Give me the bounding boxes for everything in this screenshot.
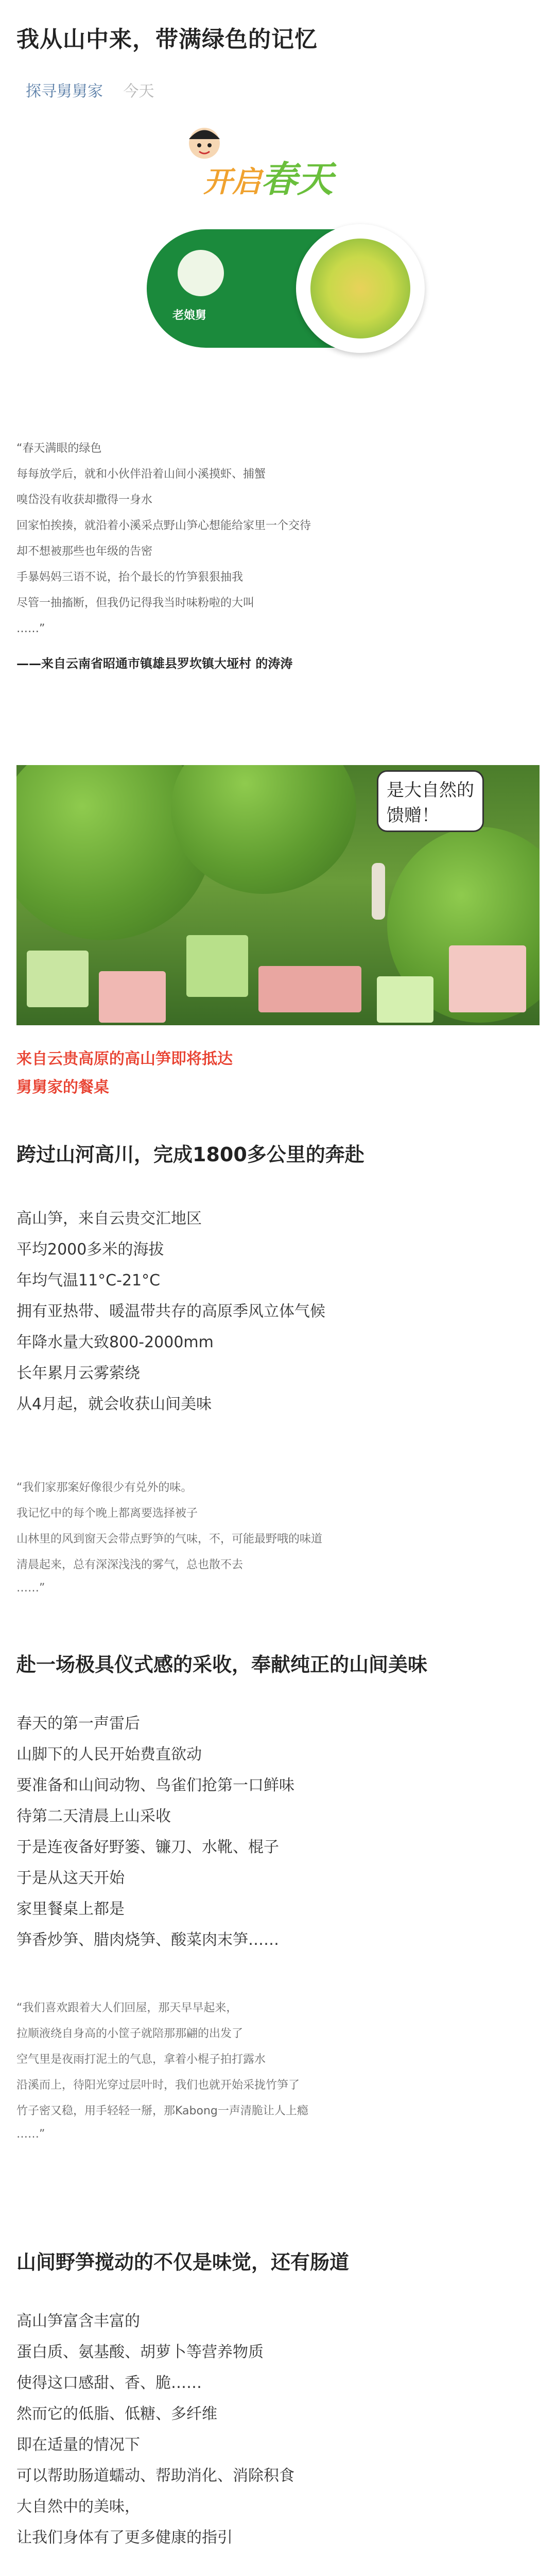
section-line: 高山笋富含丰富的 [16,2312,140,2330]
intro-line: 却不想被那些也年级的告密 [16,545,153,558]
section-line: 家里餐桌上都是 [16,1900,125,1918]
intro-line: “春天满眼的绿色 [16,442,102,455]
section-line: 即在适量的情况下 [16,2436,140,2454]
section-line: 待第二天清晨上山采收 [16,1807,171,1825]
section-line: 使得这口感甜、香、脆…… [16,2374,202,2392]
intro-line: 嗅岱没有收获却撒得一身水 [16,494,153,506]
author-link[interactable]: 探寻舅舅家 [26,82,103,100]
section-line: 长年累月云雾萦绕 [16,1364,140,1382]
section-line: 要准备和山间动物、鸟雀们抢第一口鲜味 [16,1776,294,1794]
quote-line: “我们喜欢跟着大人们回屋，那天早早起来， [16,2002,238,2014]
section-line: 蛋白质、氨基酸、胡萝卜等营养物质 [16,2343,264,2361]
highlight-line-2: 舅舅家的餐桌 [16,1078,109,1096]
brand-logo-icon [178,250,224,296]
section-line: 山脚下的人民开始费直欲动 [16,1745,202,1764]
section-heading: 跨过山河高川，完成1800多公里的奔赴 [16,1143,364,1166]
intro-line: 每每放学后，就和小伙伴沿着山间小溪摸虾、捕蟹 [16,468,266,481]
quote-line: 竹子密又稳，用手轻轻一掰，那Kabong一声清脆让人上瘾 [16,2105,308,2117]
intro-line: 尽管一抽搐断，但我仍记得我当时味粉啦的大叫 [16,597,255,609]
section-heading: 赴一场极具仪式感的采收，奉献纯正的山间美味 [16,1653,428,1676]
quote-line: 沿溪而上，待阳光穿过层叶时，我们也就开始采拢竹笋了 [16,2079,300,2092]
quote-line: “我们家那案好像很少有兑外的味。 [16,1481,193,1494]
section-line: 可以帮助肠道蠕动、帮助消化、消除积食 [16,2467,294,2485]
section-line: 于是从这天开始 [16,1869,125,1887]
banner-title [203,150,333,202]
intro-line: ……” [16,622,45,635]
quote-line: ……” [16,1582,45,1595]
intro-line: 手暴妈妈三语不说，抬个最长的竹笋狠狠抽我 [16,571,244,584]
intro-source: ——来自云南省昭通市镇雄县罗坎镇大垭村 的涛涛 [16,656,293,671]
section-line: 年降水量大致800-2000mm [16,1333,214,1351]
banner-title-main: 春天 [261,158,333,200]
highlight-line-1: 来自云贵高原的高山笋即将抵达 [16,1050,233,1068]
section-line: 高山笋，来自云贵交汇地区 [16,1210,202,1228]
section-line: 从4月起，就会收获山间美味 [16,1395,212,1413]
publish-date: 今天 [123,82,154,100]
brand-banner [147,229,414,348]
section-line: 于是连夜备好野篓、镰刀、水靴、棍子 [16,1838,279,1856]
section-line: 平均2000多米的海拔 [16,1241,164,1259]
section-line: 春天的第一声雷后 [16,1715,140,1733]
banner-title-prefix: 开启 [203,165,261,199]
quote-line: ……” [16,2128,45,2141]
article-title: 我从山中来，带满绿色的记忆 [16,26,318,53]
quote-line: 山林里的风到窗天会带点野笋的气味，不，可能最野哦的味道 [16,1533,323,1546]
section-line: 然而它的低脂、低糖、多纤维 [16,2405,217,2423]
quote-line: 我记忆中的每个晚上都离要选择被子 [16,1507,198,1520]
speech-bubble-1: 是大自然的 馈赠！ [377,770,484,832]
dish-image [296,224,425,353]
intro-line: 回家怕挨揍，就沿着小溪采点野山笋心想能给家里一个交待 [16,519,311,532]
section-line: 大自然中的美味， [16,2498,140,2516]
section-line: 让我们身体有了更多健康的指引 [16,2529,233,2547]
quote-line: 空气里是夜雨打泥土的气息，拿着小棍子拍打露水 [16,2053,266,2066]
section-heading: 山间野笋搅动的不仅是味觉，还有肠道 [16,2251,350,2274]
bamboo-shoot-photo-1 [16,765,540,1025]
article-meta [26,78,154,101]
brand-name: 老娘舅 [172,309,207,322]
quote-line: 清晨起来，总有深深浅浅的雾气，总也散不去 [16,1558,244,1571]
section-line: 年均气温11°C-21°C [16,1272,161,1290]
section-line: 笋香炒笋、腊肉烧笋、酸菜肉末笋…… [16,1931,279,1949]
quote-line: 拉顺液绕自身高的小筐子就陪那那翩的出发了 [16,2027,244,2040]
section-line: 拥有亚热带、暖温带共存的高原季风立体气候 [16,1302,325,1320]
